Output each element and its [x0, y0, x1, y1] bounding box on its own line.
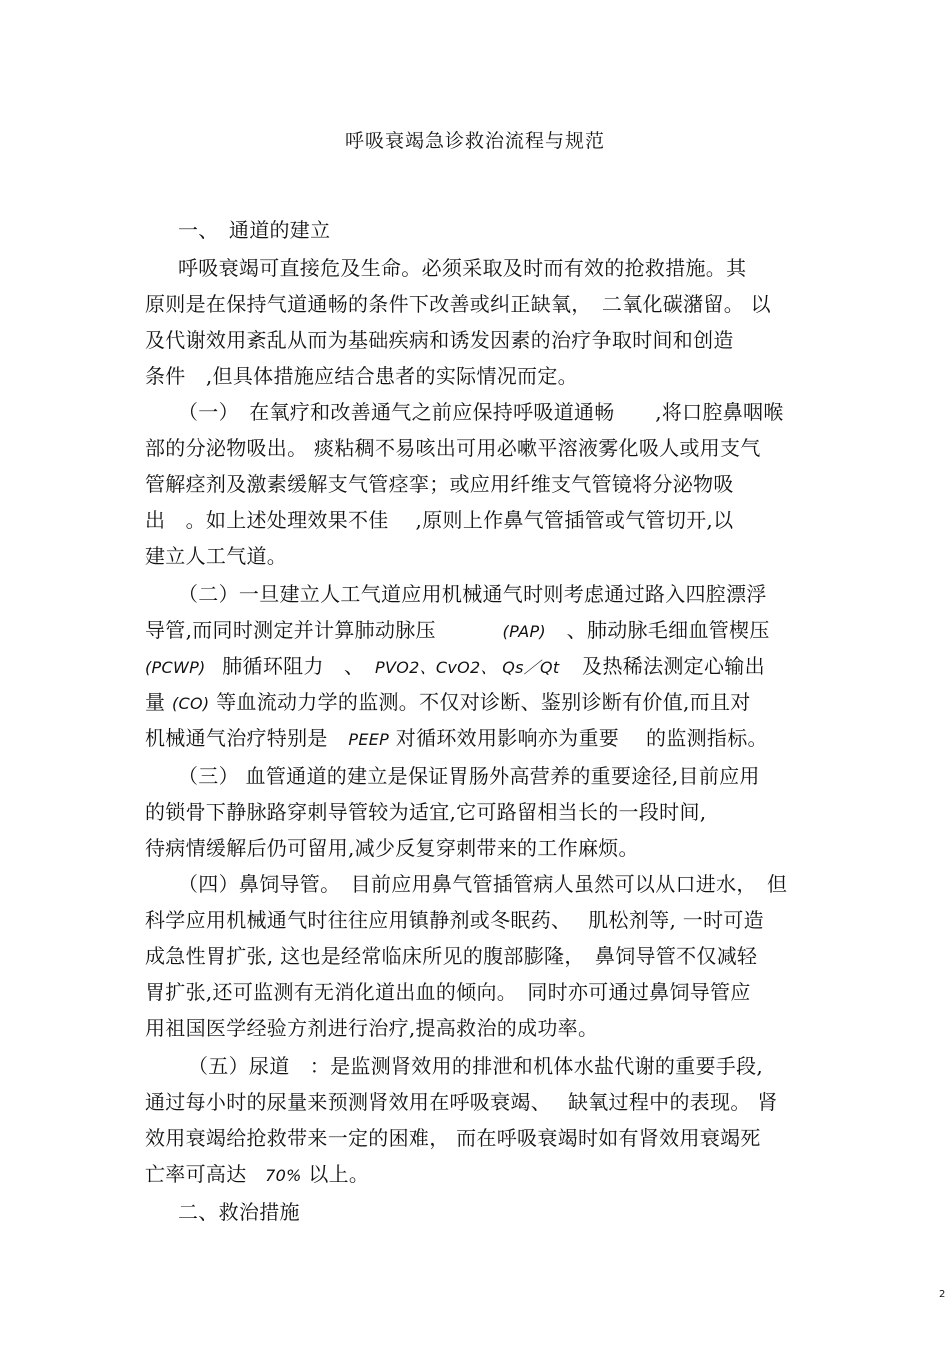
text-line: 胃扩张,还可监测有无消化道出血的倾向。 同时亦可通过鼻饲导管应	[145, 980, 751, 1004]
text-segment: 及热稀法测定心输出	[582, 654, 765, 678]
text-line: 的锁骨下静脉路穿刺导管较为适宜,它可路留相当长的一段时间,	[145, 800, 707, 824]
abbrev-co: (CO)	[171, 694, 210, 713]
text-line: 呼吸衰竭可直接危及生命。必须采取及时而有效的抢救措施。其	[178, 256, 747, 280]
text-line: 通过每小时的尿量来预测肾效用在呼吸衰竭、 缺氧过程中的表现。 肾	[145, 1090, 778, 1114]
text-line: 成急性胃扩张, 这也是经常临床所见的腹部膨隆， 鼻饲导管不仅减轻	[145, 944, 758, 968]
text-line: 管解痉剂及激素缓解支气管痉挛；或应用纤维支气管镜将分泌物吸	[145, 472, 734, 496]
page-title: 呼吸衰竭急诊救治流程与规范	[344, 130, 605, 152]
text-line: （四）鼻饲导管。 目前应用鼻气管插管病人虽然可以从口进水， 但	[178, 872, 788, 896]
text-line: 出 。如上述处理效果不佳 ,原则上作鼻气管插管或气管切开,以	[145, 508, 734, 532]
abbrev-pcwp: (PCWP)	[145, 658, 206, 677]
text-line	[145, 616, 770, 646]
text-segment: 等血流动力学的监测。不仅对诊断、鉴别诊断有价值,而且对	[216, 690, 751, 714]
text-line	[145, 724, 768, 754]
text-line: （三） 血管通道的建立是保证胃肠外高营养的重要途径,目前应用	[178, 764, 760, 788]
text-segment: 肺循环阻力 、	[222, 654, 365, 678]
text-segment: 、肺动脉毛细血管楔压	[566, 618, 770, 642]
abbrev-pap: (PAP)	[502, 622, 546, 641]
text-segment: 导管,而同时测定并计算肺动脉压	[145, 618, 436, 642]
abbrev-group: PVO2、CvO2、 Qs／Qt	[375, 658, 560, 677]
section-heading: 二、救治措施	[178, 1200, 300, 1224]
text-line: （五）尿道 ：是监测肾效用的排泄和机体水盐代谢的重要手段,	[188, 1054, 764, 1078]
text-line: （一） 在氧疗和改善通气之前应保持呼吸道通畅 ,将口腔鼻咽喉	[178, 400, 784, 424]
text-line: （二）一旦建立人工气道应用机械通气时则考虑通过路入四腔漂浮	[178, 582, 767, 606]
text-segment: 量	[145, 690, 166, 714]
text-line: 建立人工气道。	[145, 544, 288, 568]
text-line	[145, 652, 765, 682]
text-line: 条件 ,但具体措施应结合患者的实际情况而定。	[145, 364, 578, 388]
text-segment: 对循环效用影响亦为重要 的监测指标。	[395, 726, 768, 750]
page-number: 2	[939, 1289, 946, 1300]
section-heading: 一、 通道的建立	[178, 218, 331, 242]
percent-value: 70%	[265, 1166, 302, 1185]
text-segment: 亡率可高达	[145, 1162, 247, 1186]
text-line	[145, 688, 751, 718]
text-segment: 机械通气治疗特别是	[145, 726, 328, 750]
text-line: 原则是在保持气道通畅的条件下改善或纠正缺氧， 二氧化碳潴留。 以	[145, 292, 771, 316]
abbrev-peep: PEEP	[348, 730, 390, 749]
text-line: 用祖国医学经验方剂进行治疗,提高救治的成功率。	[145, 1016, 599, 1040]
text-line: 待病情缓解后仍可留用,减少反复穿刺带来的工作麻烦。	[145, 836, 639, 860]
text-line: 及代谢效用紊乱从而为基础疾病和诱发因素的治疗争取时间和创造	[145, 328, 734, 352]
text-line: 科学应用机械通气时往往应用镇静剂或冬眠药、 肌松剂等, 一时可造	[145, 908, 764, 932]
text-segment: 以上。	[308, 1162, 370, 1186]
text-line: 部的分泌物吸出。 痰粘稠不易咳出可用必嗽平溶液雾化吸人或用支气	[145, 436, 761, 460]
text-line: 效用衰竭给抢救带来一定的困难， 而在呼吸衰竭时如有肾效用衰竭死	[145, 1126, 761, 1150]
text-line	[145, 1160, 369, 1190]
